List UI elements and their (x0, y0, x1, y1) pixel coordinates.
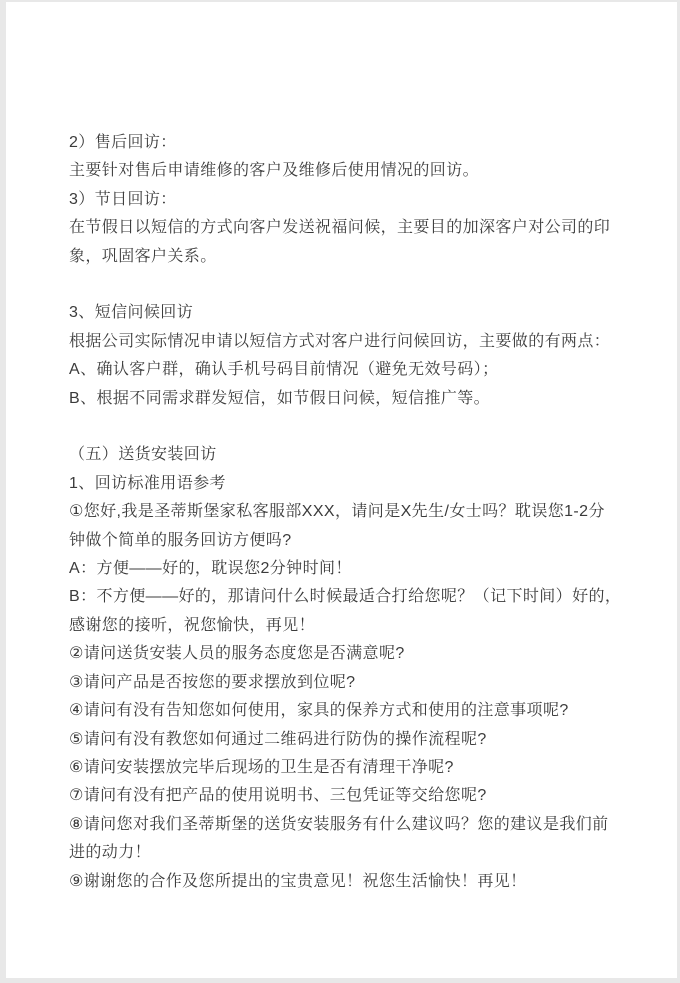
section-delivery-installation-callback (69, 441, 631, 896)
heading-after-sales-callback: 2）售后回访： (69, 134, 177, 151)
script-item-8: ⑧请问您对我们圣蒂斯堡的送货安装服务有什么建议吗？您的建议是我们前 (69, 815, 609, 833)
list-item-b: B、根据不同需求群发短信，如节假日问候，短信推广等。 (69, 389, 491, 407)
section-after-sales-and-holiday-callback (69, 129, 631, 271)
script-item-5: ⑤请问有没有教您如何通过二维码进行防伪的操作流程呢? (69, 730, 487, 748)
text-line: 主要针对售后申请维修的客户及维修后使用情况的回访。 (69, 162, 480, 180)
script-item-3: ③请问产品是否按您的要求摆放到位呢? (69, 673, 356, 691)
heading-sms-greeting-callback: 3、短信问候回访 (69, 304, 194, 322)
heading-delivery-installation-callback: （五）送货安装回访 (69, 446, 217, 464)
heading-holiday-callback: 3）节日回访： (69, 190, 177, 208)
list-item-a: A、确认客户群，确认手机号码目前情况（避免无效号码）； (69, 361, 499, 379)
script-item-1-cont: 钟做个简单的服务回访方便吗? (69, 531, 292, 549)
document-content (6, 2, 677, 896)
script-option-b: B：不方便——好的，那请问什么时候最适合打给您呢？（记下时间）好的， (69, 588, 622, 606)
script-item-4: ④请问有没有告知您如何使用，家具的保养方式和使用的注意事项呢? (69, 702, 569, 720)
text-line: 在节假日以短信的方式向客户发送祝福问候，主要目的加深客户对公司的印 (69, 219, 611, 237)
script-item-8-cont: 进的动力！ (69, 844, 152, 862)
script-item-6: ⑥请问安装摆放完毕后现场的卫生是否有清理干净呢? (69, 758, 454, 776)
script-item-2: ②请问送货安装人员的服务态度您是否满意呢? (69, 645, 405, 663)
document-page (6, 2, 677, 978)
script-item-9: ⑨谢谢您的合作及您所提出的宝贵意见！祝您生活愉快！再见！ (69, 872, 527, 890)
script-option-a: A：方便——好的，耽误您2分钟时间！ (69, 560, 352, 578)
script-item-7: ⑦请问有没有把产品的使用说明书、三包凭证等交给您呢? (69, 787, 487, 805)
text-line: 根据公司实际情况申请以短信方式对客户进行问候回访，主要做的有两点： (69, 332, 611, 350)
script-option-b-cont: 感谢您的接听，祝您愉快，再见！ (69, 616, 316, 634)
section-sms-greeting-callback (69, 299, 631, 413)
script-item-1: ①您好,我是圣蒂斯堡家私客服部XXX，请问是X先生/女士吗？耽误您1-2分 (69, 503, 605, 521)
heading-standard-phrases: 1、回访标准用语参考 (69, 474, 226, 492)
text-line: 象，巩固客户关系。 (69, 247, 217, 265)
